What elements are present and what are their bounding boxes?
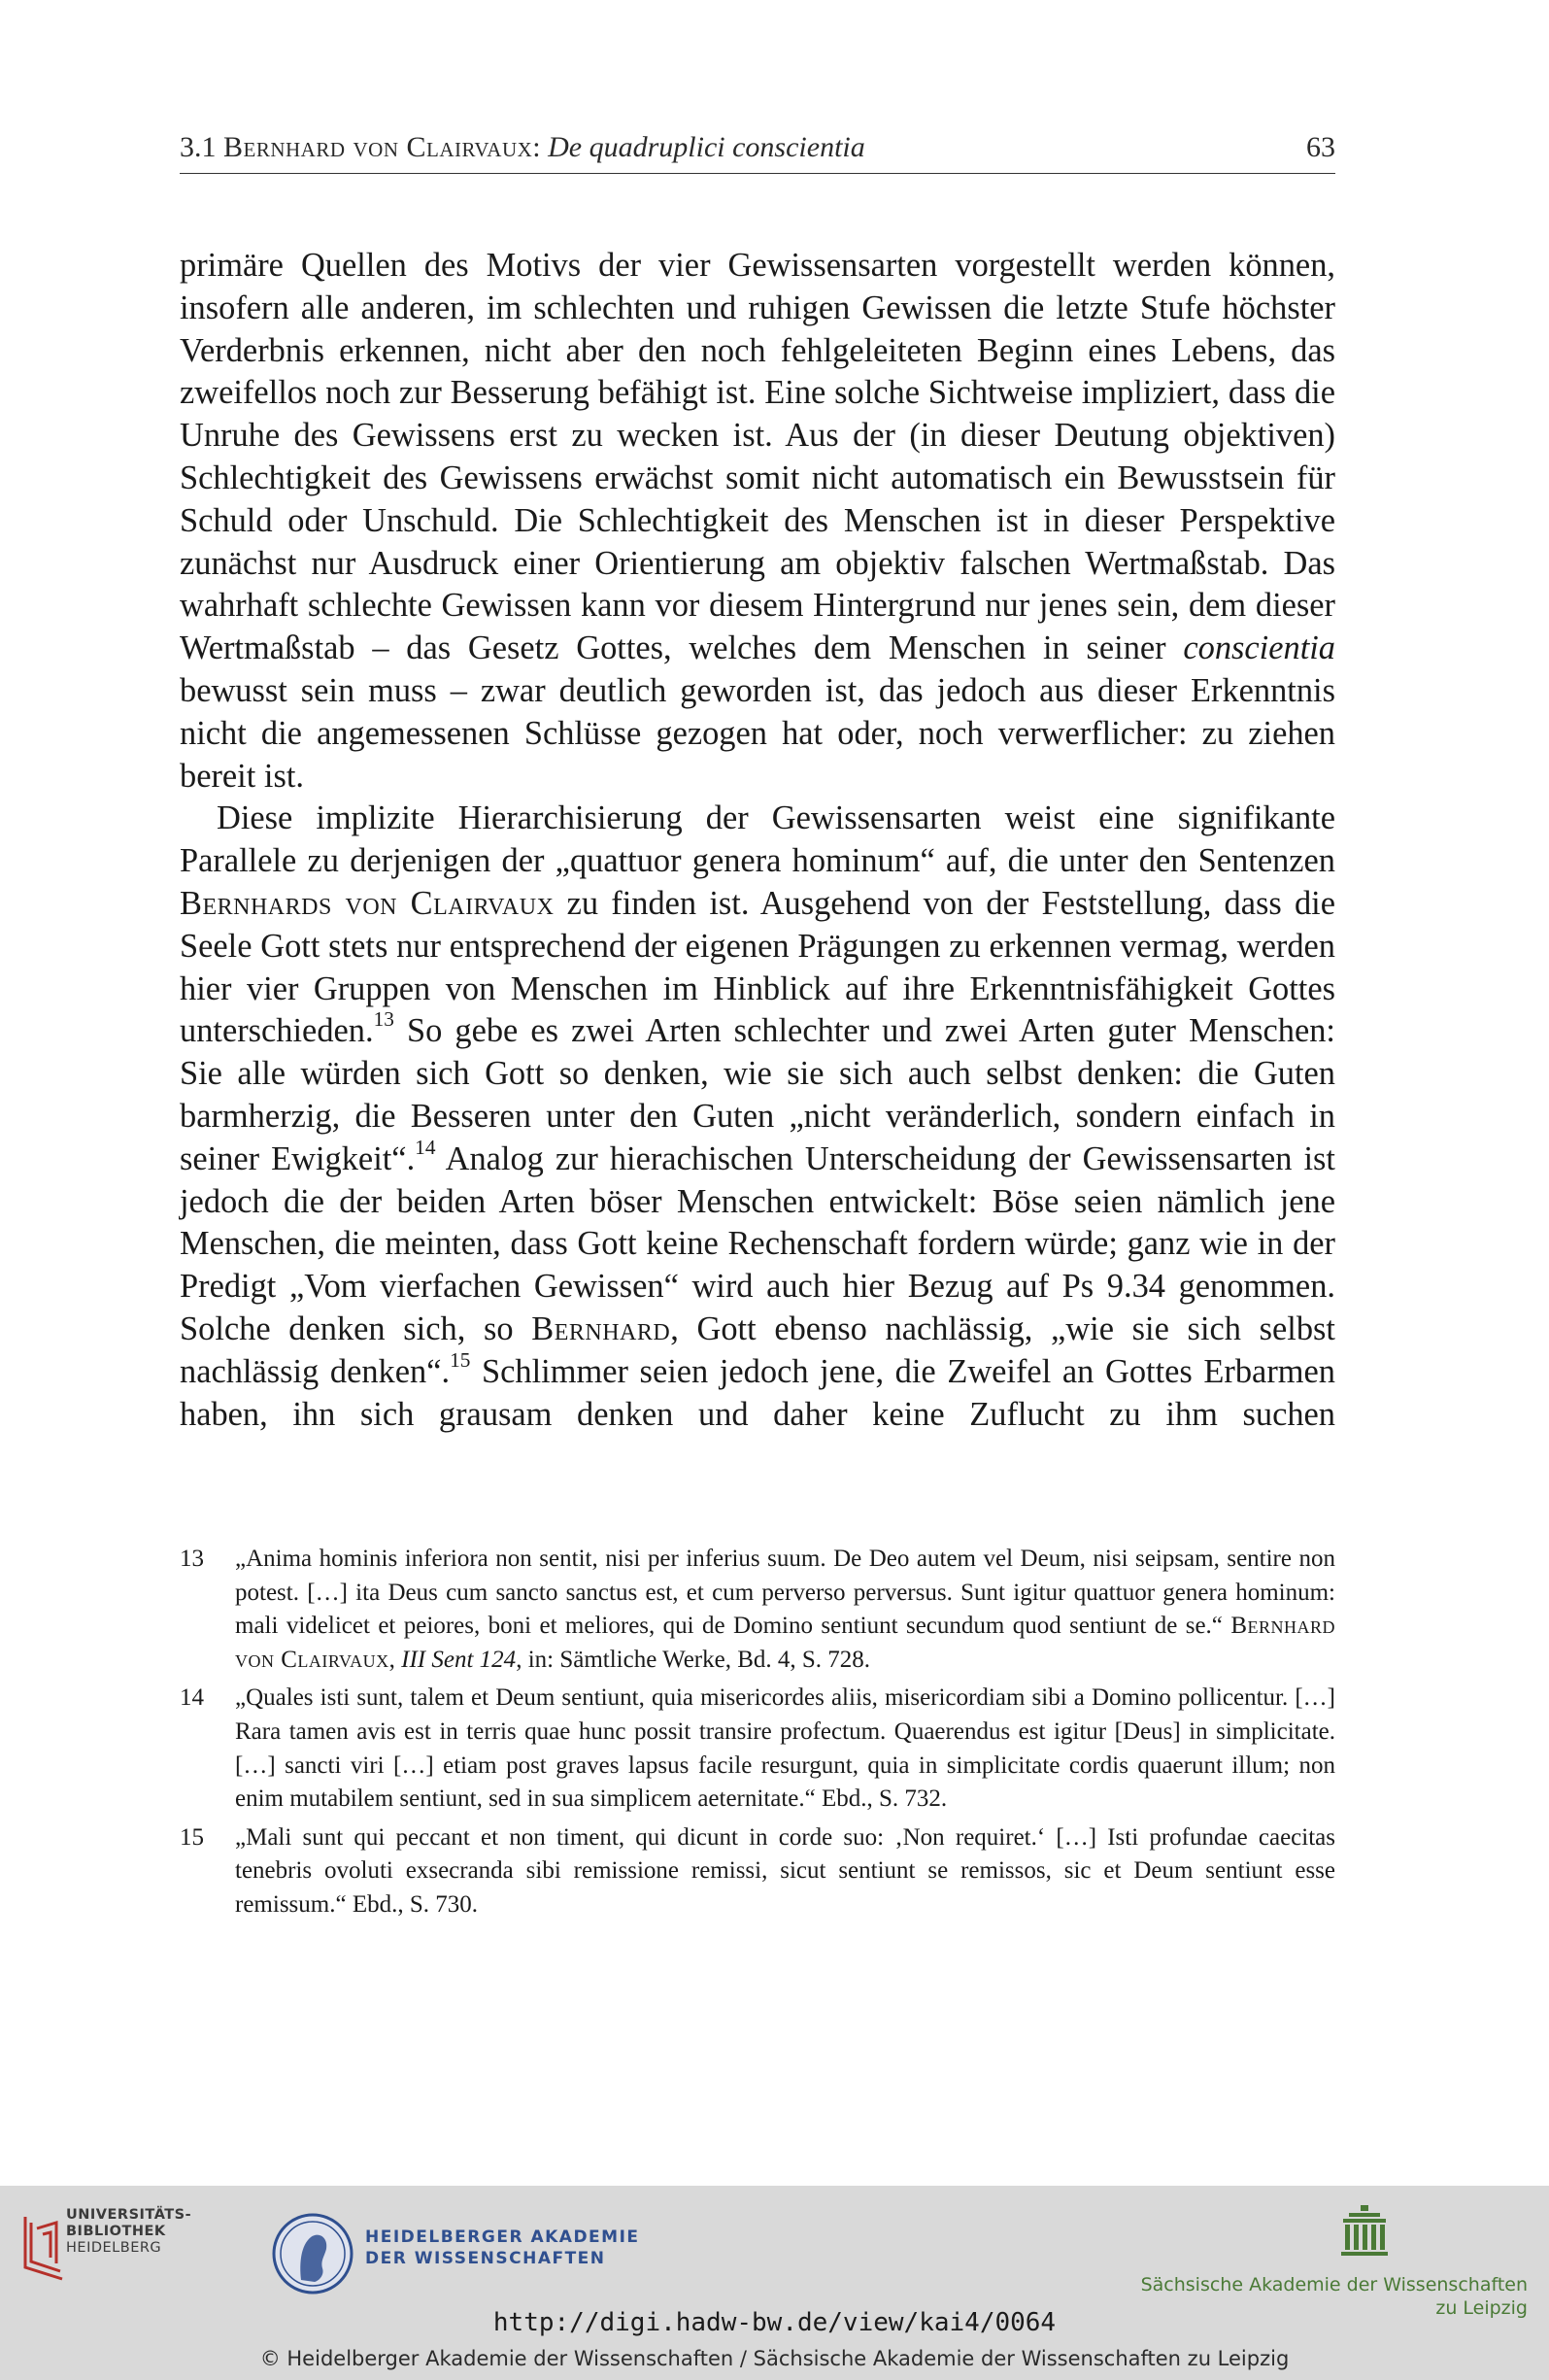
copyright-notice: © Heidelberger Akademie der Wissenschaften / Sächsische Akademie der Wissenschaften zu Leipzig — [259, 2347, 1290, 2370]
footnote-ref-13[interactable]: 13 — [373, 1007, 394, 1032]
page-number: 63 — [1306, 131, 1335, 163]
paragraph-2: Diese implizite Hierarchisierung der Gewissensarten weist eine signifikante Parallele zu derjenigen der „quattuor genera hominum“ auf, die unter den Sentenzen Bernhards von Clairvaux zu finden ist. Ausgehend von der Feststellung, dass die Seele Gott stets nur entsprechend der eigenen Prägungen zu erkennen vermag, werden hier vier Gruppen von Menschen im Hinblick auf ihre Erkenntnisfähigkeit Gottes unterschieden.$^{13}$ So gebe es zwei Arten schlechter und zwei Arten guter Menschen: Sie alle würden sich Gott so denken, wie sie sich auch selbst denken: die Guten barmherzig, die Besseren unter den Guten „nicht veränderlich, sondern einfach in seiner Ewigkeit“.$^{14}$ Analog zur hierachischen Unterscheidung der Gewissensarten ist jedoch die der beiden Arten böser Menschen entwickelt: Böse seien nämlich jene Menschen, die meinten, dass Gott keine Rechenschaft fordern würde; ganz wie in der Predigt „Vom vierfachen Gewissen“ wird auch hier Bezug auf Ps 9.34 genommen. Solche denken sich, so Bernhard, Gott ebenso nachlässig, „wie sie sich selbst nachlässig denken“.$^{15}$ Schlimmer seien jedoch jene, die Zweifel an Gottes Erbarmen haben, ihn sich grausam denken und daher keine Zuflucht zu ihm suchen — [180, 799, 1335, 1433]
running-header-title: 3.1 Bernhard von Clairvaux: De quadruplici conscientia — [180, 131, 865, 163]
footnote-number: 14 — [180, 1684, 204, 1712]
footnote-number: 15 — [180, 1823, 204, 1851]
digitization-footer — [0, 2186, 1549, 2380]
saxon-academy-name: Sächsische Akademie der Wissenschaften zu Leipzig — [1140, 2274, 1528, 2319]
header-author: Bernhard von Clairvaux — [223, 131, 533, 163]
permalink-url[interactable]: http://digi.hadw-bw.de/view/kai4/0064 — [492, 2308, 1057, 2337]
citation-title: III Sent 124 — [401, 1646, 517, 1673]
author-name: Bernhard — [531, 1309, 671, 1347]
section-number: 3.1 — [180, 131, 217, 163]
author-name: Bernhards von Clairvaux — [180, 884, 555, 922]
paragraph-1: primäre Quellen des Motivs der vier Gewissensarten vorgestellt werden können, insofern alle anderen, im schlechten und ruhigen Gewissen die letzte Stufe höchster Verderbnis erkennen, nicht aber den noch fehlgeleiteten Beginn eines Lebens, das zweifellos noch zur Besserung befähigt ist. Eine solche Sichtweise impliziert, dass die Unruhe des Gewissens erst zu wecken ist. Aus der (in dieser Deutung objektiven) Schlechtigkeit des Gewissens erwächst somit nicht automatisch ein Bewusstsein für Schuld oder Unschuld. Die Schlechtigkeit des Menschen ist in dieser Perspektive zunächst nur Ausdruck einer Orientierung am objektiv falschen Wertmaßstab. Das wahrhaft schlechte Gewissen kann vor diesem Hintergrund nur jenes sein, dem dieser Wertmaßstab – das Gesetz Gottes, welches dem Menschen in seiner conscientia bewusst sein muss – zwar deutlich geworden ist, das jedoch aus dieser Erkenntnis nicht die angemessenen Schlüsse gezogen hat oder, noch verwerflicher: zu ziehen bereit ist. — [180, 247, 1335, 795]
footnote-15: 15 „Mali sunt qui peccant et non timent, qui dicunt in corde suo: ‚Non requiret.‘ […] Isti profundae caecitas tenebris ovoluti exsecranda sibi remissione remissi, sicut sentiunt se remissos, sic et Deum sentiunt esse remissum.“ Ebd., S. 730. — [180, 1821, 1335, 1922]
footnote-13: 13 „Anima hominis inferiora non sentit, nisi per inferius suum. De Deo autem vel Deum, nisi seipsam, sentire non potest. […] ita Deus cum sancto sanctus est, et cum perverso perversus. Sunt igitur quattuor genera hominum: mali videlicet et peiores, boni et meliores, qui de Domino sentiunt secundum quod sentiunt de se.“ Bernhard von Clairvaux, III Sent 124, in: Sämtliche Werke, Bd. 4, S. 728. — [180, 1543, 1335, 1677]
saxon-academy-logo-icon — [1335, 2203, 1394, 2258]
main-text — [180, 245, 1335, 1436]
emphasis-conscientia: conscientia — [1183, 629, 1335, 667]
author-name: Bernhard von Clairvaux — [235, 1613, 1335, 1673]
academy-heidelberg-name: HEIDELBERGER AKADEMIE DER WISSENSCHAFTEN — [365, 2227, 640, 2268]
footnote-number: 13 — [180, 1546, 204, 1572]
footnote-ref-14[interactable]: 14 — [415, 1135, 436, 1159]
running-header — [180, 124, 1335, 174]
footnote-ref-15[interactable]: 15 — [450, 1347, 471, 1372]
university-library-name: UNIVERSITÄTS- BIBLIOTHEK HEIDELBERG — [66, 2207, 192, 2256]
header-work-title: De quadruplici conscientia — [548, 131, 865, 163]
academy-seal-icon — [264, 2200, 361, 2317]
footnotes — [180, 1543, 1335, 1927]
footnote-14: 14 „Quales isti sunt, talem et Deum sentiunt, quia misericordes aliis, misericordiam sibi a Domino pollicentur. […] Rara tamen avis est in terris quae hunc possit transire profectum. Quaerendus est igitur [Deus] in simplicitate. […] sancti viri […] etiam post graves lapsus facile resurgunt, quia in simplicitate cordis quaerunt illum; non enim mutabilem sentiunt, sed in sua simplicem aeternitate.“ Ebd., S. 732. — [180, 1682, 1335, 1816]
